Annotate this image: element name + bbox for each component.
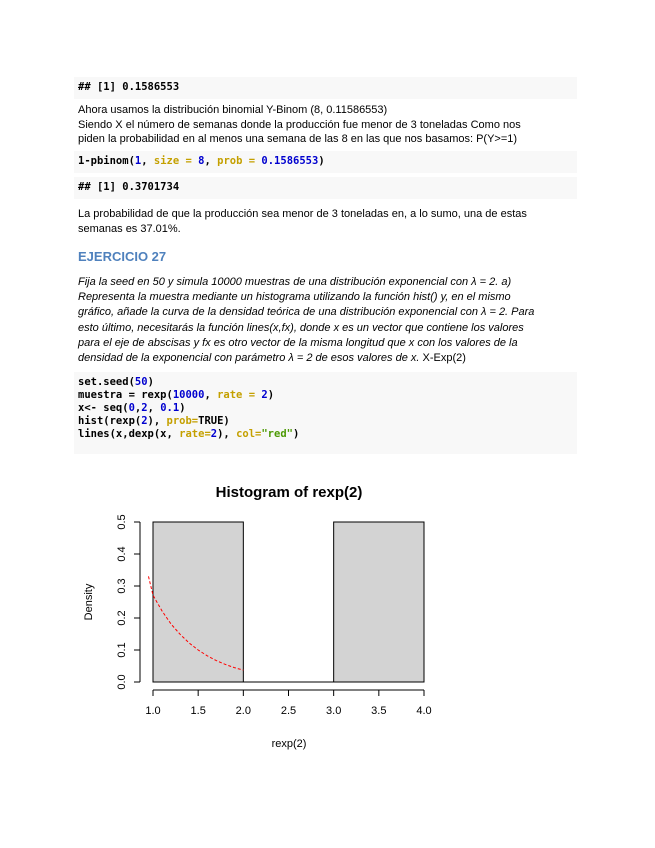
code-token: ) [318, 155, 325, 167]
y-axis-label: Density [83, 583, 95, 621]
code-arg: size = [153, 155, 199, 167]
x-tick-label: 3.0 [326, 705, 342, 717]
code-number: 2 [141, 402, 148, 414]
y-tick-label: 0.0 [116, 674, 128, 690]
paragraph-text: densidad de la exponencial con parámetro λ = 2 de esos valores de x. [78, 352, 420, 365]
paragraph-line: semanas es 37.01%. [78, 222, 181, 235]
code-token: ) [147, 376, 154, 388]
code-token: ) [267, 389, 275, 401]
code-number: 50 [134, 376, 148, 388]
output-text: ## [1] 0.1586553 [78, 81, 180, 93]
code-number: 0 [128, 402, 135, 414]
x-tick-label: 2.0 [235, 705, 251, 717]
code-token: lines(x,dexp(x, [78, 428, 180, 440]
section-heading: EJERCICIO 27 [78, 249, 167, 264]
paragraph-line: piden la probabilidad en al menos una semana de las 8 en las que nos basamos: P(Y>=1) [78, 133, 518, 145]
code-token: ), [147, 415, 167, 427]
code-token: ), [217, 428, 237, 440]
code-number: 0.1586553 [261, 155, 319, 167]
code-token: TRUE [198, 415, 224, 427]
paragraph-line: La probabilidad de que la producción sea menor de 3 toneladas en, a lo sumo, una de estas [78, 208, 527, 220]
code-number: 10000 [172, 389, 205, 401]
code-token: muestra = rexp( [78, 389, 173, 401]
code-token: hist(rexp( [78, 415, 142, 427]
code-number: 8 [198, 155, 205, 167]
code-number: 0.1 [160, 402, 180, 414]
x-axis-label: rexp(2) [271, 738, 307, 750]
histogram-bar [334, 522, 424, 682]
y-tick-label: 0.4 [116, 546, 128, 562]
paragraph-line: Fija la seed en 50 y simula 10000 muestras de una distribución exponencial con λ = 2. a) [78, 276, 512, 288]
paragraph-line: Siendo X el número de semanas donde la producción fue menor de 3 toneladas Como nos [78, 118, 521, 131]
code-token: set.seed( [78, 376, 135, 388]
y-tick-label: 0.3 [116, 578, 128, 594]
code-number: 1 [134, 155, 142, 167]
y-tick-label: 0.2 [116, 610, 128, 626]
paragraph-text: X-Exp(2) [419, 352, 466, 365]
code-number: 2 [141, 415, 148, 427]
code-token: , [141, 155, 154, 167]
code-token: , [134, 402, 142, 414]
y-tick-label: 0.5 [116, 514, 128, 530]
paragraph-line: Representa la muestra mediante un histograma utilizando la función hist() y, en el mismo [78, 291, 511, 304]
x-tick-label: 2.5 [280, 705, 297, 717]
code-arg: prob = [217, 155, 262, 167]
x-tick-label: 1.0 [145, 705, 161, 717]
code-token: ) [292, 428, 300, 440]
code-token: , [147, 402, 161, 414]
paragraph-line: para el eje de abscisas y fx es otro vector de la misma longitud que x con los valores de la [78, 336, 518, 349]
code-token: , [204, 155, 218, 167]
code-token: , [204, 389, 218, 401]
code-token: ) [223, 415, 230, 427]
y-tick-label: 0.1 [116, 642, 128, 658]
code-string: "red" [261, 428, 293, 440]
paragraph-line: Ahora usamos la distribución binomial Y-Binom (8, 0.11586553) [78, 104, 388, 116]
output-text: ## [1] 0.3701734 [78, 181, 180, 193]
x-tick-label: 3.5 [371, 705, 387, 717]
code-arg: col= [236, 428, 262, 440]
code-arg: rate = [217, 389, 262, 401]
paragraph-line: gráfico, añade la curva de la densidad teórica de una distribución exponencial con λ = 2. Para [78, 306, 535, 319]
code-arg: rate= [179, 428, 211, 440]
code-arg: prob= [166, 415, 199, 427]
code-number: 2 [210, 428, 218, 440]
x-tick-label: 4.0 [416, 705, 432, 717]
paragraph-line: esto último, necesitarás la función lines(x,fx), donde x es un vector que contiene los valores [78, 321, 524, 334]
x-tick-label: 1.5 [190, 705, 206, 717]
code-number: 2 [261, 389, 268, 401]
code-token: 1-pbinom( [78, 155, 135, 167]
histogram-bar [153, 522, 243, 682]
code-token: ) [179, 402, 186, 414]
code-token: x<- seq( [78, 402, 129, 414]
chart-title: Histogram of rexp(2) [215, 484, 363, 501]
